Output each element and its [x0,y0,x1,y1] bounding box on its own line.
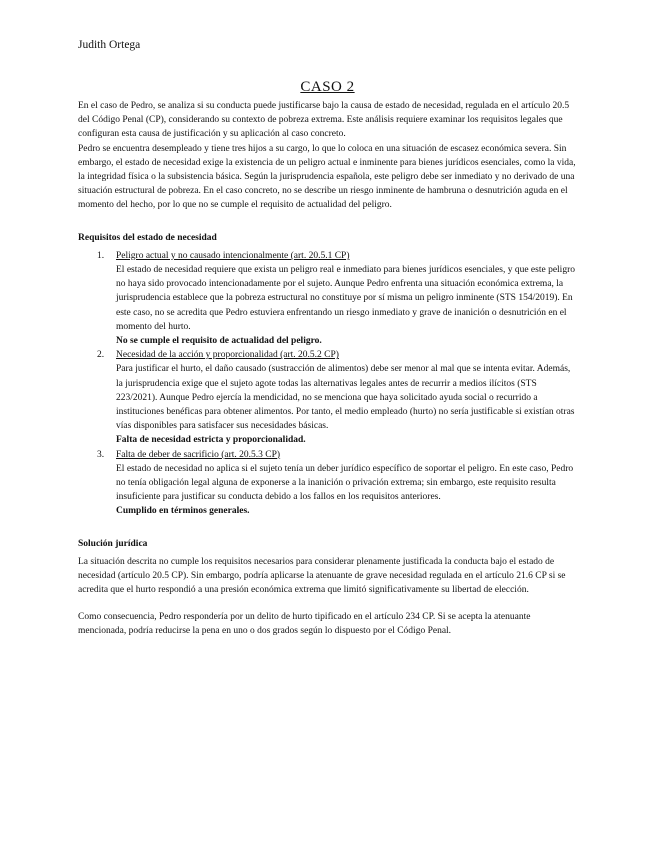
requirements-heading: Requisitos del estado de necesidad [78,232,217,243]
requirement-item [78,448,578,519]
requirement-text: El estado de necesidad no aplica si el sujeto tenía un deber jurídico específico de soportar el peligro. En este caso, Pedro no tenía obligación legal alguna de exponerse a la inanición o privación extrema; sin embargo, este requisito resulta insuficiente para justificar su conducta debido a los fallos en los requisitos anteriores. [116,463,574,503]
requirement-text: Para justificar el hurto, el daño causado (sustracción de alimentos) debe ser menor al mal que se intenta evitar. Además, la jurisprudencia exige que el sujeto agote todas las alternativas legales antes de recurrir a medios ilícitos (STS 223/2021). Aunque Pedro ejercía la mendicidad, no se menciona que haya solicitado ayuda social o recurrido a instituciones benéficas para obtener alimentos. Por tanto, el medio empleado (hurto) no sería justificable si existían otras vías disponibles para satisfacer sus necesidades básicas. [116,364,575,432]
requirement-item [78,348,578,447]
document-title: CASO 2 [300,79,355,95]
intro-paragraph: En el caso de Pedro, se analiza si su conducta puede justificarse bajo la causa de estado de necesidad, regulada en el artículo 20.5 del Código Penal (CP), considerando su contexto de pobreza extrema. Este análisis requiere examinar los requisitos legales que configuran esta causa de justificación y su aplicación al caso concreto. [78,101,570,140]
requirement-verdict: No se cumple el requisito de actualidad del peligro. [116,336,322,347]
author-name: Judith Ortega [78,39,141,51]
requirement-verdict: Falta de necesidad estricta y proporcionalidad. [116,435,306,446]
solution-heading: Solución jurídica [78,538,148,549]
requirement-title: Necesidad de la acción y proporcionalidad (art. 20.5.2 CP) [116,350,339,361]
requirements-list [78,249,578,519]
requirement-number: 2. [97,350,105,361]
solution-paragraph: Como consecuencia, Pedro respondería por un delito de hurto tipificado en el artículo 234 CP. Si se acepta la atenuante mencionada, podría reducirse la pena en uno o dos grados según lo dispuesto por el Código Penal. [78,611,531,636]
requirement-number: 3. [97,449,105,460]
intro-paragraph: Pedro se encuentra desempleado y tiene tres hijos a su cargo, lo que lo coloca en una situación de escasez económica severa. Sin embargo, el estado de necesidad exige la existencia de un peligro actual e inminente para bienes jurídicos esenciales, como la vida, la integridad física o la subsistencia básica. Según la jurisprudencia española, este peligro debe ser inmediato y no derivado de una situación estructural de pobreza. En el caso concreto, no se describe un riesgo inminente de hambruna o desnutrición aguda en el momento del hecho, por lo que no se cumple el requisito de actualidad del peligro. [78,143,576,211]
requirement-item [78,249,578,348]
requirement-number: 1. [97,250,105,261]
requirement-title: Falta de deber de sacrificio (art. 20.5.3 CP) [116,449,281,460]
requirement-verdict: Cumplido en términos generales. [116,506,250,517]
requirement-title: Peligro actual y no causado intencionalmente (art. 20.5.1 CP) [116,250,350,261]
requirement-text: El estado de necesidad requiere que exista un peligro real e inmediato para bienes jurídicos esenciales, y que este peligro no haya sido provocado intencionadamente por el sujeto. Aunque Pedro enfrenta una situación económica extrema, la jurisprudencia establece que la pobreza estructural no constituye por sí misma un peligro inminente (STS 154/2019). En este caso, no se acredita que Pedro estuviera enfrentando un riesgo inmediato y grave de inanición o desnutrición en el momento del hurto. [116,265,575,332]
solution-paragraph: La situación descrita no cumple los requisitos necesarios para considerar plenamente justificada la conducta bajo el estado de necesidad (artículo 20.5 CP). Sin embargo, podría aplicarse la atenuante de grave necesidad regulada en el artículo 21.6 CP si se acredita que el hurto respondió a una presión económica extrema que limitó significativamente su libertad de elección. [78,556,566,596]
document-body [78,99,578,638]
